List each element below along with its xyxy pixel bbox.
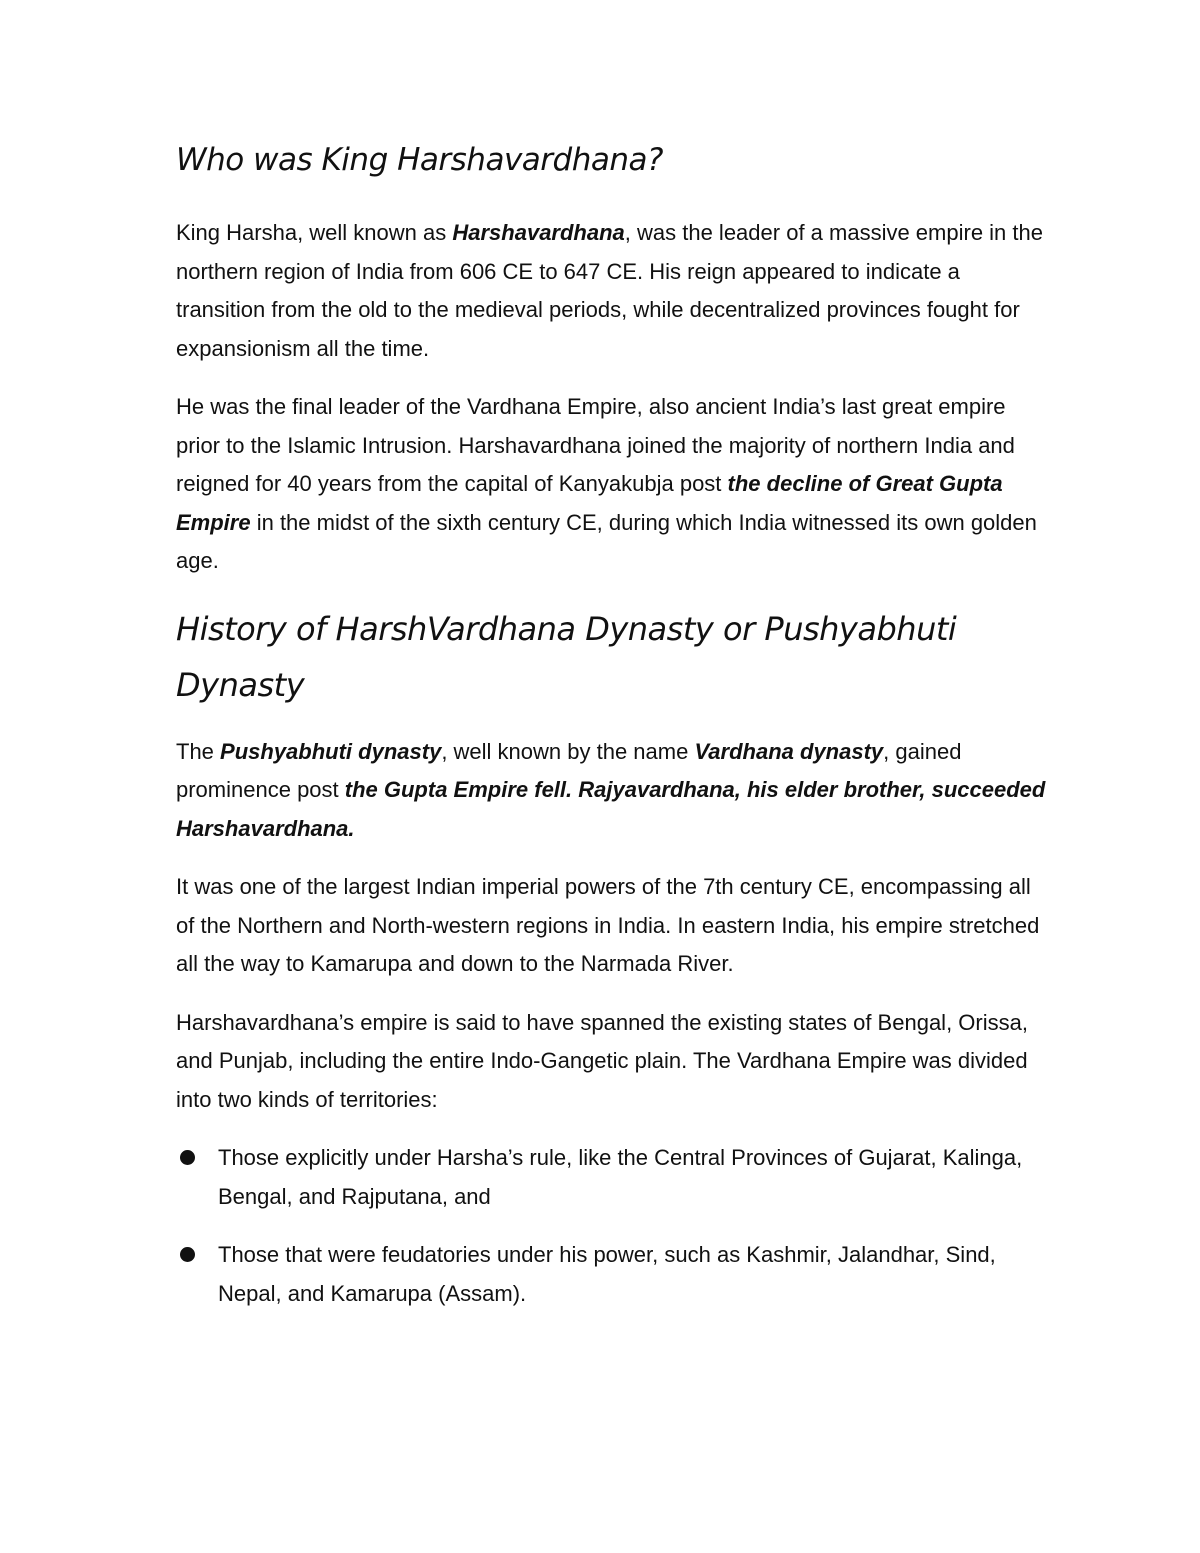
paragraph-imperial-powers: It was one of the largest Indian imperial powers of the 7th century CE, encompassing all of the Northern and North-western regions in India. In eastern India, his empire stretched all the way to Kamarupa and down to the Narmada River. (176, 874, 1040, 976)
list-item-text: Those explicitly under Harsha’s rule, like the Central Provinces of Gujarat, Kalinga, Bengal, and Rajputana, and (218, 1145, 1023, 1209)
emphasis-pushyabhuti-dynasty: Pushyabhuti dynasty (220, 738, 442, 764)
heading-who-was-harshavardhana: Who was King Harshavardhana? (176, 142, 663, 178)
paragraph-pushyabhuti (176, 733, 1046, 849)
emphasis-gupta-fell: the Gupta Empire fell. Rajyavardhana, his elder brother, succeeded Harshavardhana. (176, 777, 1046, 841)
bullet-icon (180, 1247, 195, 1262)
bullet-icon (180, 1150, 195, 1165)
emphasis-harshavardhana: Harshavardhana (452, 220, 625, 245)
paragraph-pushyabhuti-text-2: , well known by the name (441, 738, 695, 764)
document-body (176, 136, 1046, 1333)
paragraph-final-leader (176, 388, 1046, 581)
list-item (176, 1139, 1046, 1216)
paragraph-final-leader-text-2: in the midst of the sixth century CE, during which India witnessed its own golden age. (176, 509, 1037, 573)
paragraph-empire-span: Harshavardhana’s empire is said to have spanned the existing states of Bengal, Orissa, and Punjab, including the entire Indo-Gangetic plain. The Vardhana Empire was divided into two kinds of territories: (176, 1009, 1028, 1112)
paragraph-intro-text-2: , was the leader of a massive empire in the northern region of India from 606 CE to 647 CE. His reign appeared to indicate a transition from the old to the medieval periods, while decentralized provinces fought for expansionism all the time. (176, 220, 1043, 361)
paragraph-pushyabhuti-text-3: , gained prominence post (176, 738, 962, 802)
list-item-text: Those that were feudatories under his power, such as Kashmir, Jalandhar, Sind, Nepal, and Kamarupa (Assam). (218, 1242, 996, 1306)
list-item (176, 1236, 1046, 1313)
paragraph-pushyabhuti-text-1: The (176, 738, 221, 764)
territories-list (176, 1139, 1046, 1313)
paragraph-intro (176, 214, 1046, 368)
paragraph-final-leader-text-1: He was the final leader of the Vardhana Empire, also ancient India’s last great empire prior to the Islamic Intrusion. Harshavardhana joined the majority of northern India and reigned for 40 years from the capital of Kanyakubja post (176, 394, 1015, 496)
paragraph-intro-text-1: King Harsha, well known as (176, 220, 453, 245)
heading-dynasty-history: History of HarshVardhana Dynasty or Pushyabhuti Dynasty (176, 609, 957, 704)
emphasis-vardhana-dynasty: Vardhana dynasty (694, 738, 884, 764)
emphasis-decline-gupta: the decline of Great Gupta Empire (176, 471, 1003, 535)
